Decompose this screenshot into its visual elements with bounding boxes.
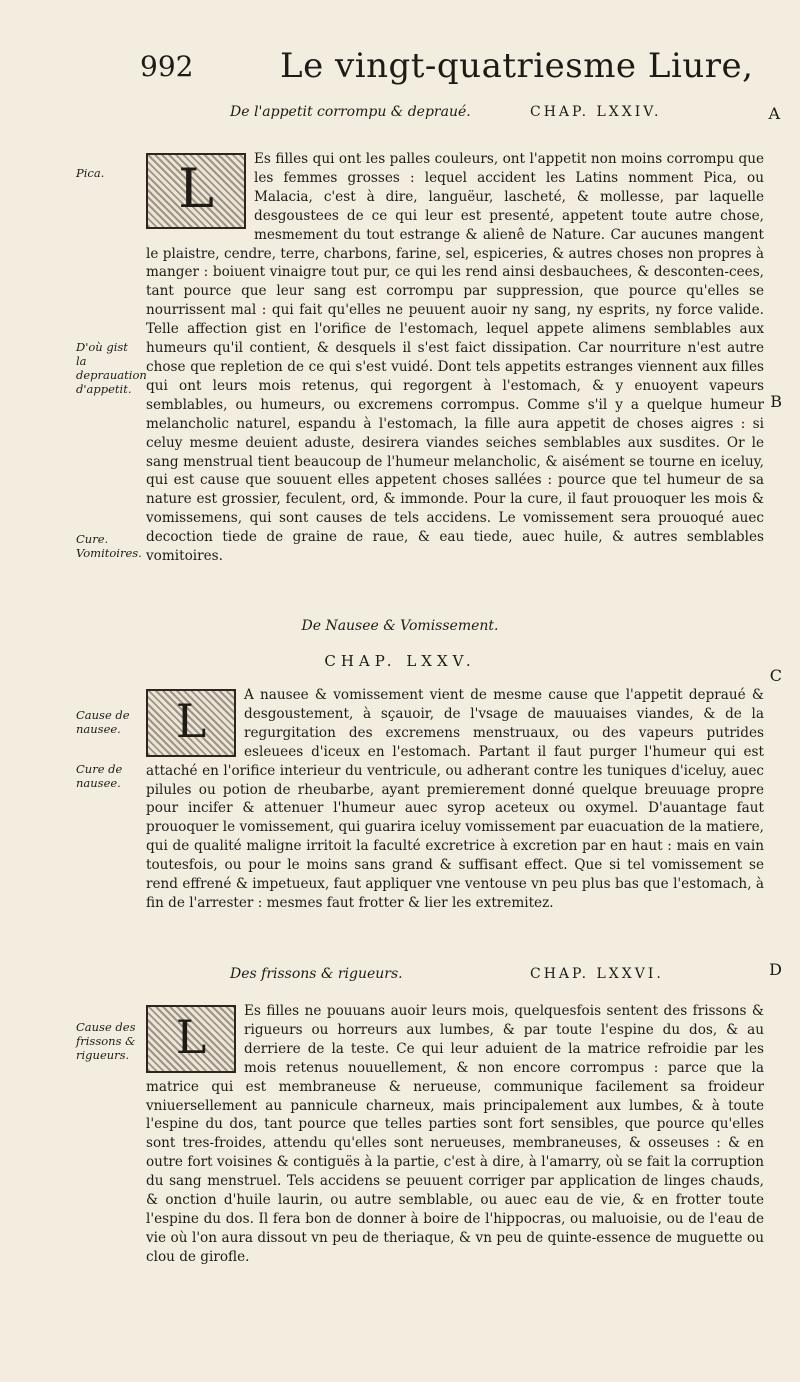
section-letter-d: D bbox=[769, 960, 782, 979]
page-number: 992 bbox=[140, 50, 194, 83]
chapter-75-body bbox=[146, 686, 764, 926]
margin-note-pica: Pica. bbox=[76, 166, 105, 180]
margin-note-cause-depravation: D'où gist la deprauation d'appetit. bbox=[76, 340, 147, 396]
ornamental-initial: L bbox=[146, 689, 236, 757]
chapter-76-number: CHAP. LXXVI. bbox=[530, 966, 664, 982]
section-letter-a: A bbox=[768, 104, 780, 123]
section-letter-c: C bbox=[769, 666, 782, 685]
margin-note-cure-vomitoires: Cure. Vomitoires. bbox=[76, 532, 142, 560]
chapter-74-number: CHAP. LXXIV. bbox=[530, 104, 662, 120]
page-header bbox=[140, 42, 760, 92]
ornamental-initial: L bbox=[146, 1005, 236, 1073]
chapter-74-body bbox=[146, 150, 764, 590]
ornamental-initial: L bbox=[146, 153, 246, 229]
chapter-76-title: Des frissons & rigueurs. bbox=[230, 966, 403, 982]
margin-note-cause-nausee: Cause de nausee. bbox=[76, 708, 130, 736]
chapter-75-number: CHAP. LXXV. bbox=[324, 652, 476, 670]
chapter-74-title: De l'appetit corrompu & depraué. bbox=[230, 104, 471, 120]
chapter-74-text: Es filles qui ont les palles couleurs, ont l'appetit non moins corrompu que les femmes grosses : lequel accident les Latins nomment Pica, ou Malacia, c'est à dire, languëur, lascheté, & mollesse, par laquelle desgoustees de ce qui leur est presenté, appetent toute autre chose, mesmement du tout estrange & alienê de Nature. Car aucunes mangent le plaistre, cendre, terre, charbons, farine, sel, espiceries, & autres choses non propres à manger : boiuent vinaigre tout pur, ce qui les rend ainsi desbauchees, & desconten-cees, tant pource que leur sang est corrompu par suppression, que pource qu'elles se nourrissent mal : qui fait qu'elles ne peuuent auoir ny sang, ny esprits, ny force valide. Telle affection gist en l'orifice de l'estomach, lequel appete alimens semblables aux humeurs qu'il contient, & desquels il s'est faict dissipation. Car nourriture n'est autre chose que repletion de ce qui s'est vuidé. Dont tels appetits estranges viennent aux filles qui ont leurs mois retenus, qui regorgent à l'estomach, & y enuoyent vapeurs semblables, ou humeurs, ou excremens corrompus. Comme s'il y a quelque humeur melancholic naturel, espandu à l'estomach, la fille aura appetit de choses aigres : si celuy mesme deuient aduste, desirera viandes seiches semblables aux susdites. Or le sang menstrual tient beaucoup de l'humeur melancholic, & aisément se tourne en iceluy, qui est cause que souuent elles appetent choses sallées : pource que tel humeur de sa nature est grossier, feculent, ord, & immonde. Pour la cure, il faut prouoquer les mois & vomissemens, qui sont causes de tels accidens. Le vomissement sera prouoqué auec decoction tiede de graine de raue, & eau tiede, auec huile, & autres semblables vomitoires. bbox=[146, 151, 764, 565]
running-title: Le vingt-quatriesme Liure, bbox=[280, 46, 754, 86]
chapter-76-text: Es filles ne pouuans auoir leurs mois, quelquesfois sentent des frissons & rigueurs ou horreurs aux lumbes, & par toute l'espine du dos, & au derriere de la teste. Ce qui leur aduient de la matrice refroidie par les mois retenus nouuellement, & non encore corrompus : parce que la matrice qui est membraneuse & nerueuse, communique facilement sa froideur vniuersellement au pannicule charneux, mais principalement aux lumbes, & à toute l'espine du dos, tant pource que telles parties sont fort sensibles, que pource qu'elles sont tres-froides, attendu qu'elles sont nerueuses, membraneuses, & osseuses : & en outre fort voisines & contiguës à la partie, c'est à dire, à l'amarry, où se fait la corruption du sang menstruel. Tels accidens se peuuent corriger par application de linges chauds, & onction d'huile laurin, ou autre semblable, ou auec eau de vie, & en frotter toute l'espine du dos. Il fera bon de donner à boire de l'hippocras, ou maluoisie, ou de l'eau de vie où l'on aura dissout vn peu de theriaque, & vn peu de quinte-essence de muguette ou clou de girofle. bbox=[146, 1003, 764, 1265]
margin-note-cure-nausee: Cure de nausee. bbox=[76, 762, 123, 790]
margin-note-cause-frissons: Cause des frissons & rigueurs. bbox=[76, 1020, 136, 1062]
chapter-75-text: A nausee & vomissement vient de mesme cause que l'appetit depraué & desgoustement, à sçauoir, de l'vsage de mauuaises viandes, & de la regurgitation des excremens menstruaux, ou des vapeurs putrides esleuees d'iceux en l'estomach. Partant il faut purger l'humeur qui est attaché en l'orifice interieur du ventricule, ou adherant contre les tuniques d'iceluy, auec pilules ou potion de rheubarbe, ayant premierement donné quelque breuuage propre pour incifer & attenuer l'humeur auec syrop aceteux ou oxymel. D'auantage faut prouoquer le vomissement, qui guarira iceluy vomissement par euacuation de la matiere, qui de qualité maligne irritoit la faculté excretrice à excretion par en haut : mais en vain toutesfois, ou pour le moins sans grand & suffisant effect. Que si tel vomissement se rend effrené & impetueux, faut appliquer vne ventouse vn peu plus bas que l'estomach, à fin de l'arrester : mesmes faut frotter & lier les extremitez. bbox=[146, 687, 764, 911]
chapter-76-body bbox=[146, 1002, 764, 1342]
section-letter-b: B bbox=[770, 392, 782, 411]
chapter-75-title: De Nausee & Vomissement. bbox=[301, 618, 499, 634]
